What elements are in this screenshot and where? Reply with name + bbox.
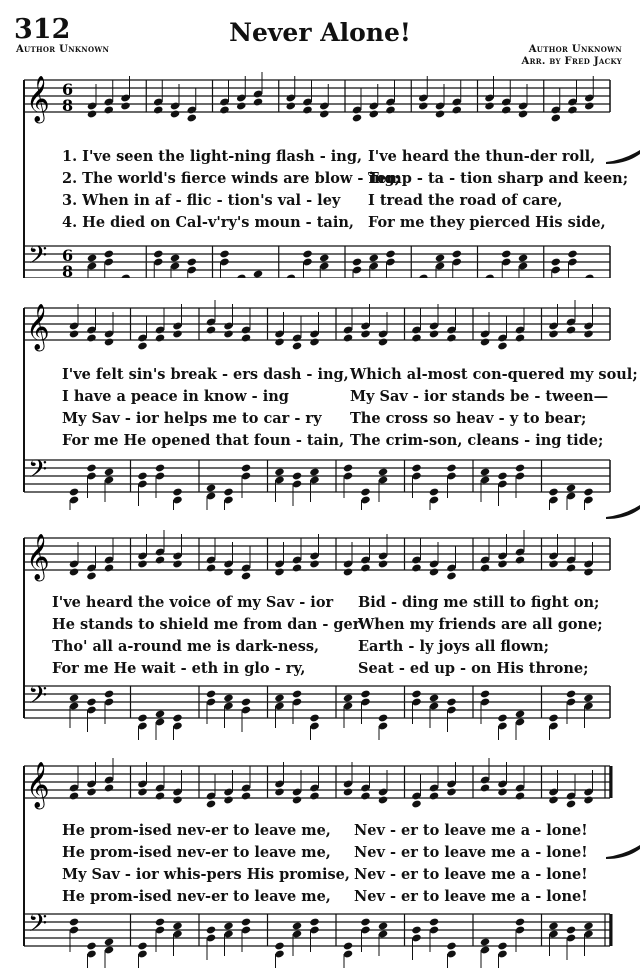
- bass-clef-icon: 𝄢: [28, 681, 48, 716]
- note-head: [411, 689, 421, 698]
- verse-lyrics-3: [0, 594, 603, 682]
- note-head: [223, 795, 233, 804]
- lyric-line: I've felt sin's break - ers dash - ing,: [62, 366, 349, 383]
- note-head: [274, 693, 284, 702]
- treble-clef-icon: 𝄞: [26, 76, 50, 122]
- note-head: [435, 109, 445, 118]
- music-system-2: [0, 300, 640, 510]
- note-head: [343, 333, 353, 342]
- lyric-line: Bid - ding me still to fight on;: [358, 594, 600, 611]
- note-head: [69, 487, 79, 496]
- bass-clef-icon: 𝄢: [28, 455, 48, 490]
- note-head: [446, 941, 456, 950]
- note-head: [309, 337, 319, 346]
- note-head: [343, 463, 353, 472]
- note-head: [319, 109, 329, 118]
- note-head: [319, 253, 329, 262]
- lyric-line: I have a peace in know - ing: [62, 388, 289, 405]
- note-head: [104, 337, 114, 346]
- note-head: [411, 563, 421, 572]
- note-head: [360, 917, 370, 926]
- lyric-line: Nev - er to leave me a - lone!: [354, 888, 588, 905]
- lyric-line: 4. He died on Cal-v'ry's moun - tain,: [62, 214, 354, 231]
- lyric-line: Earth - ly joys all flown;: [358, 638, 550, 655]
- lyric-line: Tho' all a-round me is dark-ness,: [52, 638, 320, 655]
- note-head: [309, 467, 319, 476]
- note-head: [104, 467, 114, 476]
- note-head: [155, 463, 165, 472]
- note-head: [241, 917, 251, 926]
- note-head: [480, 337, 490, 346]
- lyric-line: 1. I've seen the light-ning flash - ing,: [62, 148, 363, 165]
- note-head: [429, 487, 439, 496]
- lyric-line: 3. When in af - flic - tion's val - ley: [62, 192, 341, 209]
- words-credit: Author Unknown: [16, 44, 110, 55]
- treble-clef-icon: 𝄞: [26, 762, 50, 808]
- lyric-line: When my friends are all gone;: [358, 616, 603, 633]
- note-head: [480, 563, 490, 572]
- note-head: [241, 697, 251, 706]
- note-head: [429, 693, 439, 702]
- treble-clef-icon: 𝄞: [26, 304, 50, 350]
- note-head: [155, 333, 165, 342]
- note-head: [86, 571, 96, 580]
- music-credit: Author Unknown: [528, 44, 622, 55]
- note-head: [223, 693, 233, 702]
- note-head: [566, 799, 576, 808]
- lyric-line: Temp - ta - tion sharp and keen;: [368, 170, 629, 187]
- note-head: [155, 709, 165, 718]
- note-head: [411, 925, 421, 934]
- note-head: [369, 109, 379, 118]
- note-head: [352, 257, 362, 266]
- note-head: [137, 787, 147, 796]
- note-head: [501, 105, 511, 114]
- note-head: [69, 567, 79, 576]
- lyric-line: He stands to shield me from dan - ger: [52, 616, 361, 633]
- note-head: [172, 713, 182, 722]
- lyric-line: Nev - er to leave me a - lone!: [354, 866, 588, 883]
- note-head: [120, 273, 130, 278]
- note-head: [137, 559, 147, 568]
- lyric-line: My Sav - ior stands be - tween—: [350, 388, 609, 405]
- note-head: [583, 329, 593, 338]
- note-head: [360, 329, 370, 338]
- note-head: [309, 713, 319, 722]
- note-head: [378, 795, 388, 804]
- note-head: [484, 101, 494, 110]
- time-signature-treble-bottom: 8: [62, 96, 74, 115]
- note-head: [551, 257, 561, 266]
- note-head: [253, 97, 263, 106]
- note-head: [87, 109, 97, 118]
- note-head: [548, 329, 558, 338]
- note-head: [497, 471, 507, 480]
- note-head: [236, 101, 246, 110]
- note-head: [567, 105, 577, 114]
- note-head: [480, 467, 490, 476]
- note-head: [369, 253, 379, 262]
- note-head: [497, 559, 507, 568]
- note-head: [309, 559, 319, 568]
- note-head: [480, 689, 490, 698]
- note-head: [206, 689, 216, 698]
- time-signature-treble-top: 6: [62, 80, 74, 99]
- note-head: [253, 269, 263, 278]
- note-head: [551, 113, 561, 122]
- note-head: [172, 329, 182, 338]
- verse-lyrics-4: [0, 822, 600, 910]
- note-head: [137, 941, 147, 950]
- note-head: [292, 795, 302, 804]
- note-head: [69, 917, 79, 926]
- music-system-1: [0, 68, 640, 278]
- note-head: [223, 921, 233, 930]
- note-head: [87, 253, 97, 262]
- lyric-line: For me they pierced His side,: [368, 214, 606, 231]
- note-head: [429, 791, 439, 800]
- note-head: [429, 567, 439, 576]
- note-head: [480, 937, 490, 946]
- lyric-line: He prom-ised nev-er to leave me,: [62, 888, 331, 905]
- note-head: [435, 253, 445, 262]
- note-head: [567, 249, 577, 258]
- note-head: [155, 555, 165, 564]
- lyric-line: My Sav - ior helps me to car - ry: [62, 410, 322, 427]
- note-head: [86, 697, 96, 706]
- note-head: [515, 333, 525, 342]
- lyric-line: He prom-ised nev-er to leave me,: [62, 822, 331, 839]
- note-head: [583, 487, 593, 496]
- note-head: [223, 567, 233, 576]
- note-head: [104, 689, 114, 698]
- note-head: [155, 791, 165, 800]
- note-head: [429, 329, 439, 338]
- note-head: [548, 921, 558, 930]
- lyric-line: I tread the road of care,: [368, 192, 563, 209]
- lyric-line: For me He opened that foun - tain,: [62, 432, 345, 449]
- note-head: [172, 795, 182, 804]
- verse-lyrics-1: [0, 148, 629, 236]
- note-head: [187, 113, 197, 122]
- note-head: [446, 697, 456, 706]
- page-edge-flourish: [606, 505, 640, 519]
- lyric-line: For me He wait - eth in glo - ry,: [52, 660, 306, 677]
- note-head: [292, 563, 302, 572]
- note-head: [172, 487, 182, 496]
- note-head: [548, 795, 558, 804]
- note-head: [566, 483, 576, 492]
- note-head: [86, 941, 96, 950]
- note-head: [104, 105, 114, 114]
- note-head: [378, 921, 388, 930]
- note-head: [360, 689, 370, 698]
- note-head: [584, 273, 594, 278]
- note-head: [583, 921, 593, 930]
- note-head: [170, 109, 180, 118]
- verse-lyrics-2: [0, 366, 638, 454]
- lyric-line: Nev - er to leave me a - lone!: [354, 844, 588, 861]
- note-head: [515, 463, 525, 472]
- note-head: [274, 941, 284, 950]
- hymn-number: 312: [14, 14, 71, 45]
- note-head: [153, 105, 163, 114]
- note-head: [343, 941, 353, 950]
- note-head: [206, 325, 216, 334]
- lyric-line: Nev - er to leave me a - lone!: [354, 822, 588, 839]
- note-head: [104, 563, 114, 572]
- note-head: [515, 917, 525, 926]
- note-head: [274, 337, 284, 346]
- note-head: [120, 101, 130, 110]
- note-head: [172, 559, 182, 568]
- note-head: [274, 787, 284, 796]
- note-head: [153, 249, 163, 258]
- note-head: [274, 467, 284, 476]
- note-head: [292, 689, 302, 698]
- note-head: [515, 791, 525, 800]
- lyric-line: The cross so heav - y to bear;: [350, 410, 587, 427]
- note-head: [583, 693, 593, 702]
- note-head: [302, 249, 312, 258]
- note-head: [241, 571, 251, 580]
- note-head: [385, 105, 395, 114]
- note-head: [274, 567, 284, 576]
- note-head: [104, 783, 114, 792]
- note-head: [206, 563, 216, 572]
- note-head: [343, 693, 353, 702]
- note-head: [446, 333, 456, 342]
- lyric-line: My Sav - ior whis-pers His promise,: [62, 866, 350, 883]
- note-head: [418, 273, 428, 278]
- note-head: [360, 791, 370, 800]
- note-head: [286, 101, 296, 110]
- note-head: [206, 483, 216, 492]
- note-head: [566, 325, 576, 334]
- music-system-3: [0, 530, 640, 740]
- note-head: [518, 109, 528, 118]
- note-head: [548, 559, 558, 568]
- note-head: [137, 713, 147, 722]
- note-head: [286, 273, 296, 278]
- note-head: [241, 333, 251, 342]
- note-head: [584, 101, 594, 110]
- time-signature-bass-bottom: 8: [62, 262, 74, 278]
- lyric-line: The crim-son, cleans - ing tide;: [350, 432, 604, 449]
- note-head: [378, 467, 388, 476]
- music-system-4: [0, 758, 640, 968]
- note-head: [137, 341, 147, 350]
- note-head: [302, 105, 312, 114]
- note-head: [378, 559, 388, 568]
- note-head: [292, 921, 302, 930]
- bass-clef-icon: 𝄢: [28, 909, 48, 944]
- note-head: [343, 787, 353, 796]
- note-head: [309, 791, 319, 800]
- note-head: [378, 713, 388, 722]
- note-head: [515, 709, 525, 718]
- note-head: [86, 333, 96, 342]
- note-head: [86, 787, 96, 796]
- note-head: [418, 101, 428, 110]
- note-head: [583, 795, 593, 804]
- hymn-title: Never Alone!: [229, 18, 411, 47]
- note-head: [69, 329, 79, 338]
- note-head: [452, 249, 462, 258]
- note-head: [497, 941, 507, 950]
- note-head: [343, 567, 353, 576]
- lyric-line: Seat - ed up - on His throne;: [358, 660, 589, 677]
- note-head: [292, 471, 302, 480]
- note-head: [241, 791, 251, 800]
- note-head: [206, 925, 216, 934]
- note-head: [104, 937, 114, 946]
- note-head: [172, 921, 182, 930]
- page-edge-flourish: [606, 845, 640, 859]
- lyric-line: Which al-most con-quered my soul;: [350, 366, 638, 383]
- note-head: [548, 487, 558, 496]
- bass-clef-icon: 𝄢: [28, 241, 48, 276]
- note-head: [429, 917, 439, 926]
- note-head: [137, 471, 147, 480]
- note-head: [309, 917, 319, 926]
- lyric-line: 2. The world's fierce winds are blow - ing;: [62, 170, 401, 187]
- note-head: [86, 463, 96, 472]
- note-head: [548, 713, 558, 722]
- note-head: [411, 463, 421, 472]
- note-head: [452, 105, 462, 114]
- note-head: [155, 917, 165, 926]
- lyric-line: I've heard the thun-der roll,: [368, 148, 596, 165]
- note-head: [566, 563, 576, 572]
- note-head: [501, 249, 511, 258]
- note-head: [518, 253, 528, 262]
- note-head: [104, 249, 114, 258]
- note-head: [411, 799, 421, 808]
- note-head: [583, 567, 593, 576]
- note-head: [566, 925, 576, 934]
- time-signature-bass-top: 6: [62, 246, 74, 265]
- note-head: [497, 713, 507, 722]
- note-head: [223, 329, 233, 338]
- note-head: [206, 799, 216, 808]
- note-head: [69, 693, 79, 702]
- lyric-line: He prom-ised nev-er to leave me,: [62, 844, 331, 861]
- lyric-line: I've heard the voice of my Sav - ior: [52, 594, 334, 611]
- note-head: [219, 105, 229, 114]
- note-head: [446, 463, 456, 472]
- note-head: [223, 487, 233, 496]
- note-head: [187, 257, 197, 266]
- note-head: [219, 249, 229, 258]
- note-head: [241, 463, 251, 472]
- note-head: [480, 783, 490, 792]
- arranger-credit: Arr. by Fred Jacky: [521, 56, 622, 67]
- note-head: [385, 249, 395, 258]
- treble-clef-icon: 𝄞: [26, 534, 50, 580]
- note-head: [292, 341, 302, 350]
- note-head: [170, 253, 180, 262]
- note-head: [446, 571, 456, 580]
- page-edge-flourish: [606, 150, 640, 164]
- note-head: [352, 113, 362, 122]
- note-head: [360, 563, 370, 572]
- note-head: [566, 689, 576, 698]
- note-head: [69, 791, 79, 800]
- note-head: [236, 273, 246, 278]
- note-head: [378, 337, 388, 346]
- note-head: [497, 341, 507, 350]
- note-head: [360, 487, 370, 496]
- note-head: [411, 333, 421, 342]
- note-head: [497, 787, 507, 796]
- note-head: [446, 787, 456, 796]
- note-head: [484, 273, 494, 278]
- note-head: [515, 555, 525, 564]
